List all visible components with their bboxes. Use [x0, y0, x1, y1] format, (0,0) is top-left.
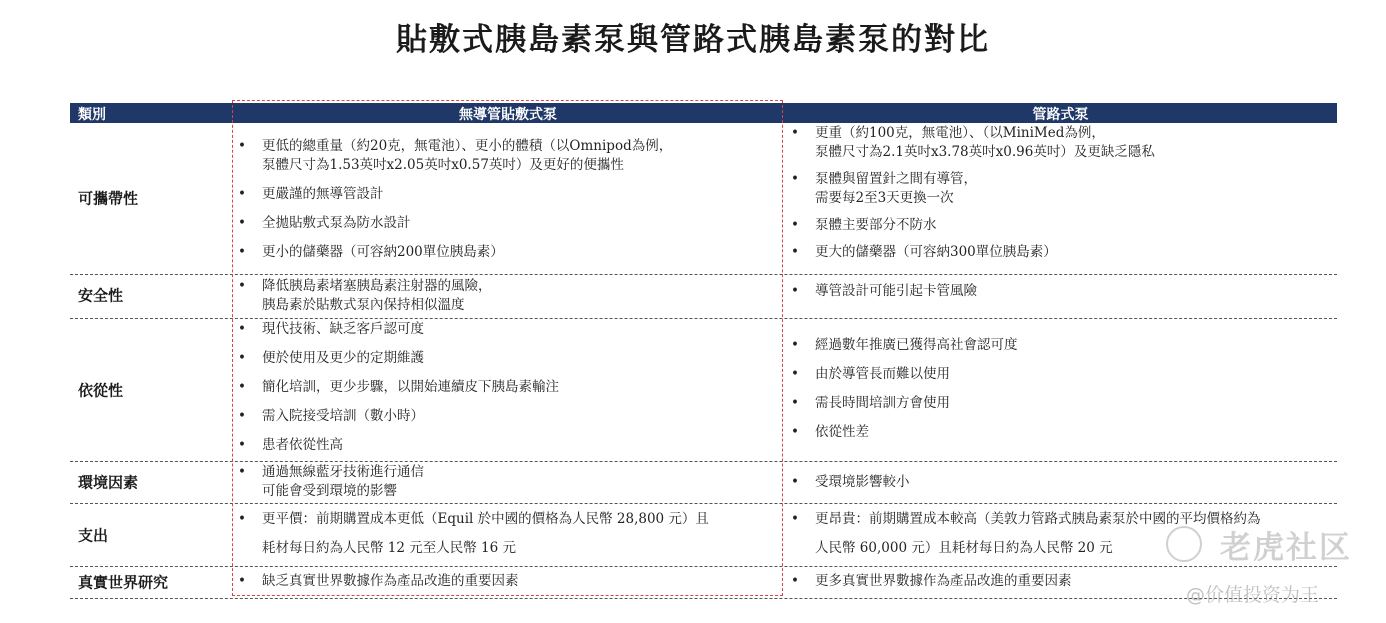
item-text: 現代技術、缺乏客戶認可度 [262, 321, 424, 337]
header-tubeless-patch-pump: 無導管貼敷式泵 [459, 107, 557, 123]
bullet-icon: • [791, 474, 799, 490]
item-text: 更平價：前期購置成本更低（Equil 於中國的價格為人民幣 28,800 元）且 [262, 511, 709, 527]
bullet-icon: • [238, 573, 246, 589]
list-item [791, 243, 1336, 262]
item-text: 需長時間培訓方會使用 [815, 395, 950, 411]
watermark-handle: @价值投资为王 [1186, 584, 1320, 606]
bullet-icon: • [791, 217, 799, 233]
list-item [791, 365, 1336, 384]
row-label: 可攜帶性 [78, 189, 139, 208]
list-item [791, 282, 1336, 301]
item-text: 簡化培訓，更少步驟，以開始連續皮下胰島素輸注 [262, 379, 559, 395]
list-item [238, 349, 773, 368]
bullet-icon: • [791, 366, 799, 382]
tiger-logo-icon [1166, 526, 1202, 562]
mid-cell [238, 320, 773, 455]
list-item [238, 436, 773, 455]
bullet-icon: • [238, 215, 246, 231]
item-text: 便於使用及更少的定期維護 [262, 350, 424, 366]
item-text: 更大的儲藥器（可容納300單位胰島素） [815, 244, 1057, 260]
item-text: 可能會受到環境的影響 [262, 483, 397, 499]
bullet-icon: • [238, 464, 246, 480]
header-category: 類別 [78, 107, 106, 123]
item-text: 患者依從性高 [262, 437, 343, 453]
list-item [238, 510, 773, 558]
row-divider [70, 318, 1337, 319]
item-text: 受環境影響較小 [815, 474, 910, 490]
item-text: 泵體尺寸為2.1英吋x3.78英吋x0.96英吋）及更缺乏隱私 [815, 144, 1155, 160]
item-text: 需入院接受培訓（數小時） [262, 408, 424, 424]
list-item [791, 473, 1336, 492]
bullet-icon: • [238, 278, 246, 294]
bullet-icon: • [238, 138, 246, 154]
list-item [791, 216, 1336, 235]
item-text: 泵體主要部分不防水 [815, 217, 937, 233]
item-text: 更嚴謹的無導管設計 [262, 186, 384, 202]
row-label: 依從性 [78, 381, 124, 400]
item-text: 缺乏真實世界數據作為產品改進的重要因素 [262, 573, 519, 589]
row-divider [70, 566, 1337, 567]
bullet-icon: • [238, 408, 246, 424]
header-tubed-pump: 管路式泵 [1032, 107, 1089, 123]
list-item [791, 170, 1336, 208]
item-text: 更昂貴：前期購置成本較高（美敦力管路式胰島素泵於中國的平均價格約為 [815, 511, 1261, 527]
list-item [791, 124, 1336, 162]
item-text: 耗材每日約為人民幣 12 元至人民幣 16 元 [262, 540, 517, 556]
row-divider [70, 274, 1337, 275]
watermark-brand: 老虎社区 [1220, 530, 1352, 566]
item-text: 導管設計可能引起卡管風險 [815, 283, 977, 299]
mid-cell [238, 572, 773, 591]
list-item [238, 277, 773, 315]
bullet-icon: • [791, 283, 799, 299]
bullet-icon: • [791, 395, 799, 411]
item-text: 由於導管長而難以使用 [815, 366, 950, 382]
item-text: 全拋貼敷式泵為防水設計 [262, 215, 411, 231]
list-item [238, 185, 773, 204]
item-text: 更低的總重量（約20克，無電池）、更小的體積（以Omnipod為例， [262, 138, 673, 154]
item-text: 泵體與留置針之間有導管， [815, 171, 977, 187]
row-divider [70, 503, 1337, 504]
item-text: 依從性差 [815, 424, 869, 440]
item-text: 泵體尺寸為1.53英吋x2.05英吋x0.57英吋）及更好的便攜性 [262, 157, 624, 173]
list-item [791, 336, 1336, 355]
table-header [70, 103, 1337, 123]
row-divider [70, 461, 1337, 462]
bullet-icon: • [238, 511, 246, 527]
list-item [238, 243, 773, 262]
mid-cell [238, 510, 773, 558]
bullet-icon: • [238, 321, 246, 337]
list-item [238, 214, 773, 233]
item-text: 更多真實世界數據作為產品改進的重要因素 [815, 573, 1072, 589]
item-text: 需要每2至3天更換一次 [815, 190, 954, 206]
bullet-icon: • [238, 437, 246, 453]
row-label: 支出 [78, 526, 109, 545]
item-text: 降低胰島素堵塞胰島素注射器的風險， [262, 278, 492, 294]
bullet-icon: • [238, 350, 246, 366]
bullet-icon: • [238, 379, 246, 395]
bullet-icon: • [791, 573, 799, 589]
item-text: 人民幣 60,000 元）且耗材每日約為人民幣 20 元 [815, 540, 1113, 556]
bullet-icon: • [791, 171, 799, 187]
bullet-icon: • [791, 511, 799, 527]
list-item [791, 423, 1336, 442]
item-text: 經過數年推廣已獲得高社會認可度 [815, 337, 1018, 353]
bullet-icon: • [791, 337, 799, 353]
row-label: 環境因素 [78, 473, 139, 492]
list-item [238, 320, 773, 339]
list-item [238, 572, 773, 591]
list-item [238, 463, 773, 501]
list-item [238, 407, 773, 426]
bullet-icon: • [238, 244, 246, 260]
item-text: 更小的儲藥器（可容納200單位胰島素） [262, 244, 504, 260]
mid-cell [238, 463, 773, 501]
row-divider [70, 598, 1337, 599]
row-label: 安全性 [78, 286, 124, 305]
list-item [791, 394, 1336, 413]
bullet-icon: • [791, 125, 799, 141]
bullet-icon: • [791, 244, 799, 260]
list-item [238, 137, 773, 175]
list-item [238, 378, 773, 397]
mid-cell [238, 277, 773, 315]
right-cell [791, 336, 1336, 442]
page-title: 貼敷式胰島素泵與管路式胰島素泵的對比 [396, 22, 990, 58]
row-label: 真實世界研究 [78, 573, 169, 592]
right-cell [791, 473, 1336, 492]
right-cell [791, 124, 1336, 262]
bullet-icon: • [791, 424, 799, 440]
bullet-icon: • [238, 186, 246, 202]
mid-cell [238, 137, 773, 262]
item-text: 胰島素於貼敷式泵內保持相似溫度 [262, 297, 465, 313]
item-text: 更重（約100克，無電池）、（以MiniMed為例， [815, 125, 1105, 141]
item-text: 通過無線藍牙技術進行通信 [262, 464, 424, 480]
right-cell [791, 282, 1336, 301]
